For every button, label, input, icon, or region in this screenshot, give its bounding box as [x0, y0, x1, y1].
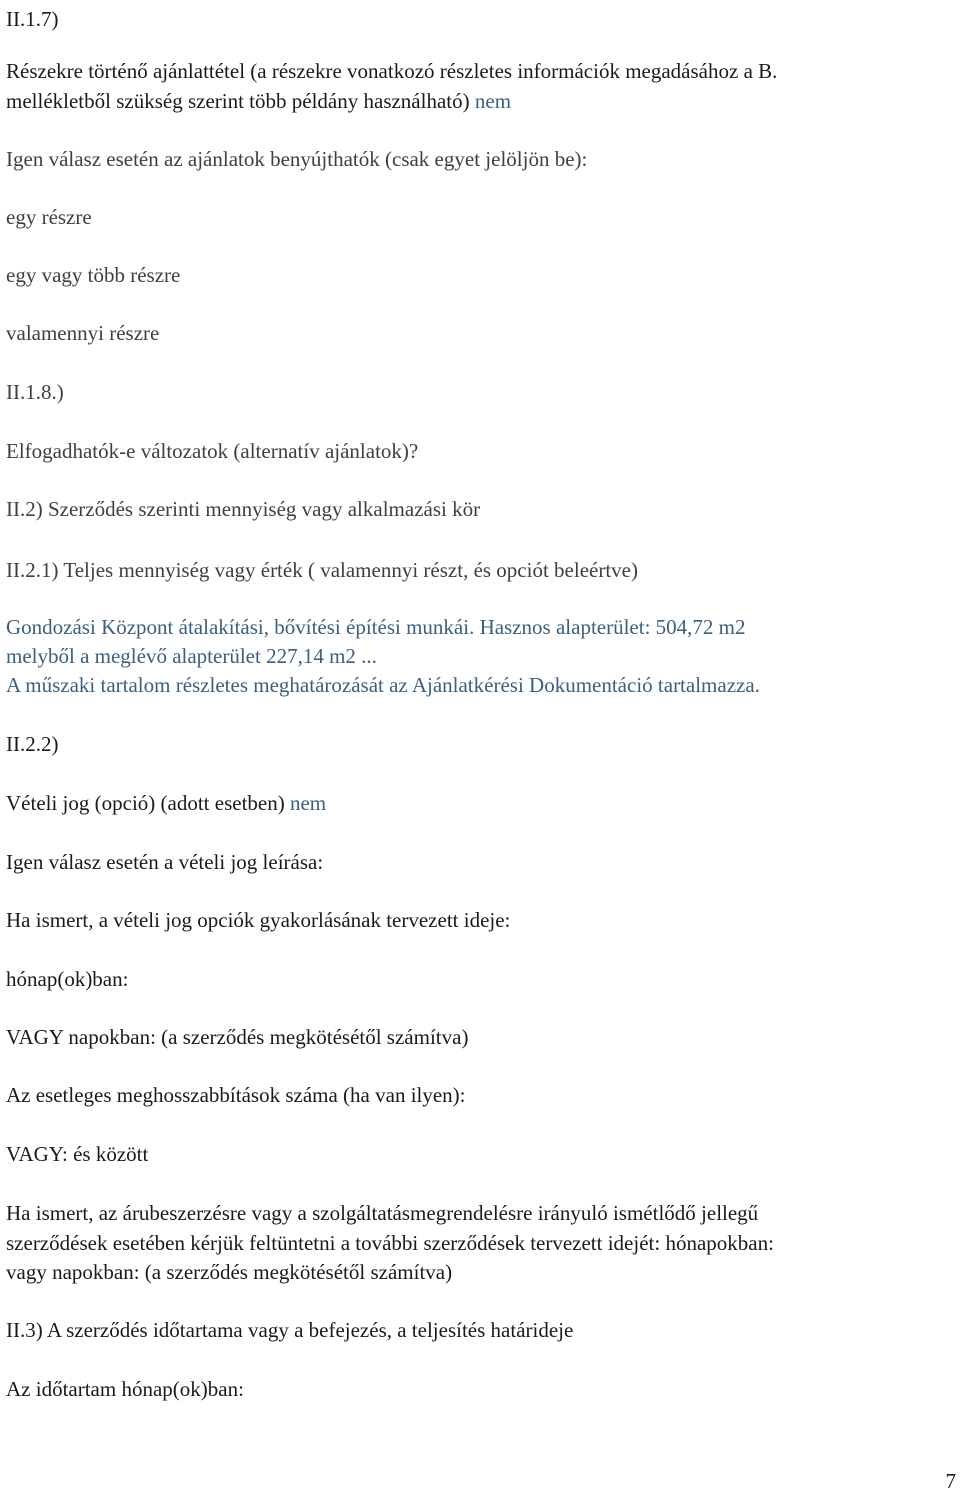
option-right-text: Vételi jog (opció) (adott esetben)	[6, 791, 285, 815]
recurring-contracts-line3: vagy napokban: (a szerződés megkötésétől számítva)	[6, 1260, 453, 1284]
option-right-if-yes-label: Igen válasz esetén a vételi jog leírása:	[6, 850, 324, 874]
section-heading-ii-2: II.2) Szerződés szerinti mennyiség vagy alkalmazási kör	[6, 497, 481, 521]
section-heading-ii-2-1: II.2.1) Teljes mennyiség vagy érték ( valamennyi részt, és opciót beleértve)	[6, 558, 638, 582]
question-parts-line2	[6, 86, 511, 116]
option-all-parts: valamennyi részre	[6, 321, 160, 345]
extensions-label: Az esetleges meghosszabbítások száma (ha van ilyen):	[6, 1083, 466, 1107]
question-parts-text: mellékletből szükség szerint több példány használható)	[6, 89, 470, 113]
parts-if-yes-label: Igen válasz esetén az ajánlatok benyújthatók (csak egyet jelöljön be):	[6, 147, 588, 171]
recurring-contracts-line2: szerződések esetében kérjük feltüntetni a további szerződések tervezett idejét: hónapokban:	[6, 1231, 774, 1255]
section-heading-ii-1-7: II.1.7)	[6, 7, 59, 31]
option-one-part: egy részre	[6, 205, 92, 229]
option-right-timing-label: Ha ismert, a vételi jog opciók gyakorlásának tervezett ideje:	[6, 908, 511, 932]
answer-option-right: nem	[289, 791, 327, 815]
section-heading-ii-2-2: II.2.2)	[6, 732, 59, 756]
or-between-label: VAGY: és között	[6, 1142, 149, 1166]
duration-months-label: Az időtartam hónap(ok)ban:	[6, 1377, 244, 1401]
days-label: VAGY napokban: (a szerződés megkötésétől számítva)	[6, 1025, 469, 1049]
answer-parts: nem	[474, 89, 512, 113]
option-right-question	[6, 788, 326, 818]
scope-description-line3: A műszaki tartalom részletes meghatározását az Ajánlatkérési Dokumentáció tartalmazza.	[6, 673, 760, 697]
section-heading-ii-3: II.3) A szerződés időtartama vagy a befejezés, a teljesítés határideje	[6, 1318, 574, 1342]
section-heading-ii-1-8: II.1.8.)	[6, 380, 64, 404]
variants-question: Elfogadhatók-e változatok (alternatív ajánlatok)?	[6, 439, 419, 463]
scope-description-line1: Gondozási Központ átalakítási, bővítési építési munkái. Hasznos alapterület: 504,72 m2	[6, 615, 746, 639]
option-one-or-more-parts: egy vagy több részre	[6, 263, 181, 287]
months-label: hónap(ok)ban:	[6, 967, 129, 991]
question-parts-line1: Részekre történő ajánlattétel (a részekre vonatkozó részletes információk megadásához a B.	[6, 59, 778, 83]
scope-description-line2: melyből a meglévő alapterület 227,14 m2 ...	[6, 644, 377, 668]
page-number: 7	[945, 1469, 956, 1493]
recurring-contracts-line1: Ha ismert, az árubeszerzésre vagy a szolgáltatásmegrendelésre irányuló ismétlődő jellegű	[6, 1201, 759, 1225]
